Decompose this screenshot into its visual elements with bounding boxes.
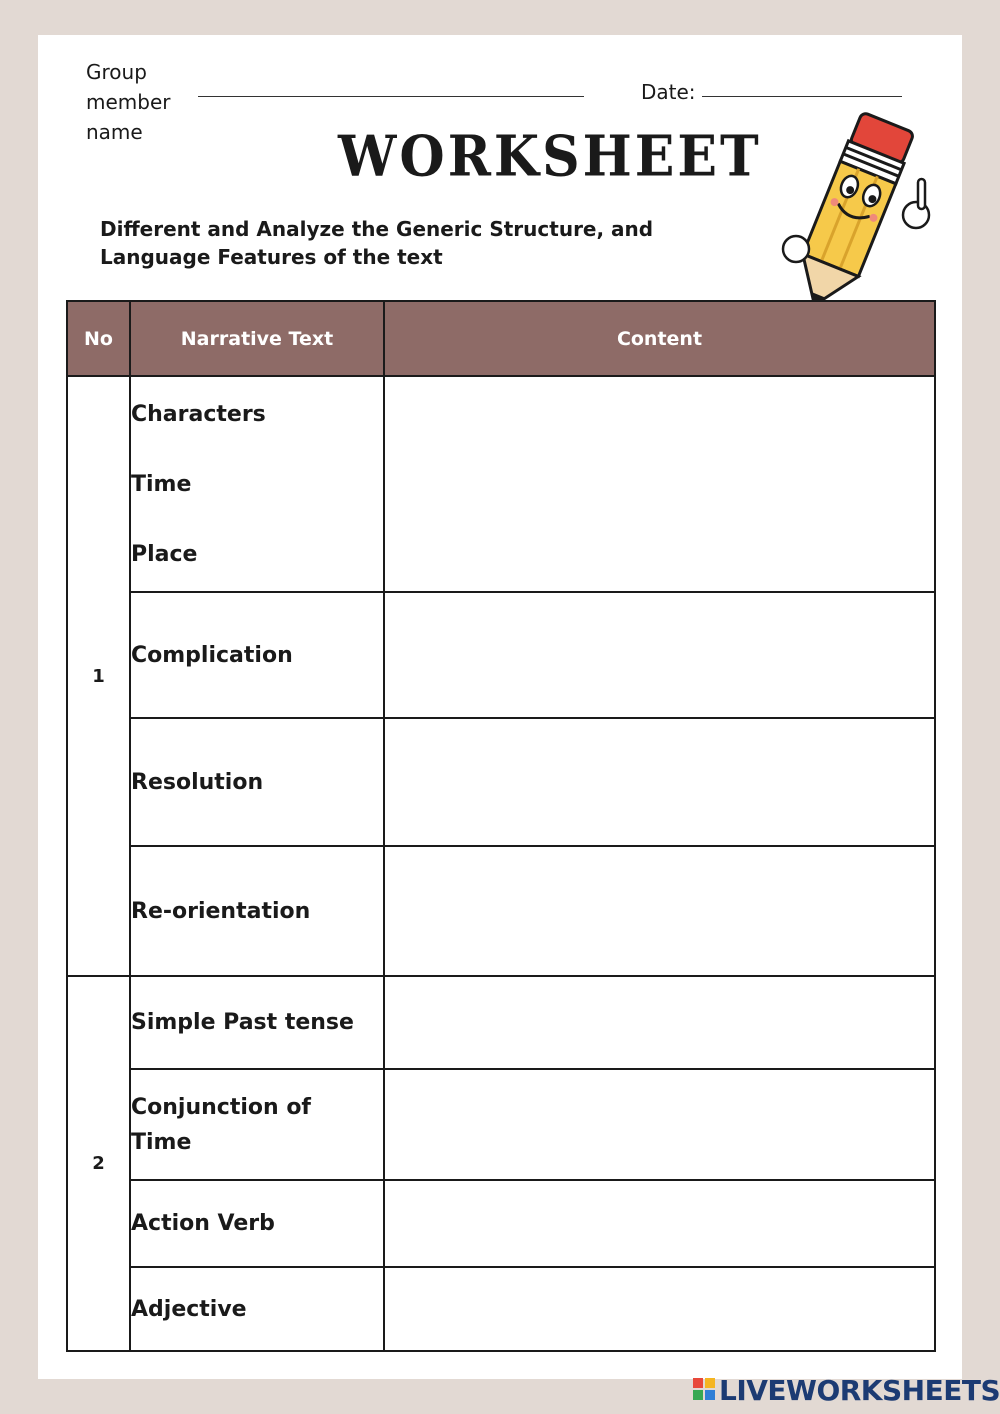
group-member-label: Group member name	[86, 60, 171, 144]
header-no: No	[67, 301, 130, 376]
table-row	[67, 1267, 935, 1351]
content-reorientation-cell[interactable]	[384, 846, 935, 976]
table-row	[67, 976, 935, 1069]
header-content: Content	[384, 301, 935, 376]
table-row	[67, 846, 935, 976]
content-action-verb-cell[interactable]	[384, 1180, 935, 1267]
table-header-row	[67, 301, 935, 376]
label-simple-past-tense: Simple Past tense	[130, 976, 384, 1069]
brand-watermark[interactable]: LIVEWORKSHEETS	[719, 1374, 1000, 1407]
label-complication: Complication	[130, 592, 384, 718]
instruction-text: Different and Analyze the Generic Structure, and Language Features of the text	[100, 217, 654, 269]
liveworksheets-logo-icon	[693, 1378, 715, 1400]
label-place: Place	[131, 541, 198, 567]
header-narrative-text: Narrative Text	[130, 301, 384, 376]
content-conjunction-cell[interactable]	[384, 1069, 935, 1180]
narrative-analysis-table	[66, 300, 936, 1352]
row-number-2: 2	[67, 976, 130, 1351]
content-orientation-cell[interactable]	[384, 376, 935, 592]
label-adjective: Adjective	[130, 1267, 384, 1351]
table-row	[67, 1180, 935, 1267]
group-member-name-line[interactable]	[198, 96, 584, 97]
table-row	[67, 376, 935, 592]
label-reorientation: Re-orientation	[130, 846, 384, 976]
page-title: WORKSHEET	[338, 123, 762, 190]
content-resolution-cell[interactable]	[384, 718, 935, 846]
row-number-1: 1	[67, 376, 130, 976]
content-adjective-cell[interactable]	[384, 1267, 935, 1351]
content-complication-cell[interactable]	[384, 592, 935, 718]
label-conjunction-of-time: Conjunction of Time	[130, 1069, 384, 1180]
orientation-labels	[130, 376, 384, 592]
pencil-mascot-icon	[766, 97, 936, 327]
label-time: Time	[131, 471, 192, 497]
table-row	[67, 718, 935, 846]
table-row	[67, 592, 935, 718]
label-action-verb: Action Verb	[130, 1180, 384, 1267]
table-row	[67, 1069, 935, 1180]
worksheet-page	[38, 35, 962, 1379]
date-label: Date:	[641, 80, 696, 104]
label-characters: Characters	[131, 401, 266, 427]
content-simple-past-cell[interactable]	[384, 976, 935, 1069]
label-resolution: Resolution	[130, 718, 384, 846]
